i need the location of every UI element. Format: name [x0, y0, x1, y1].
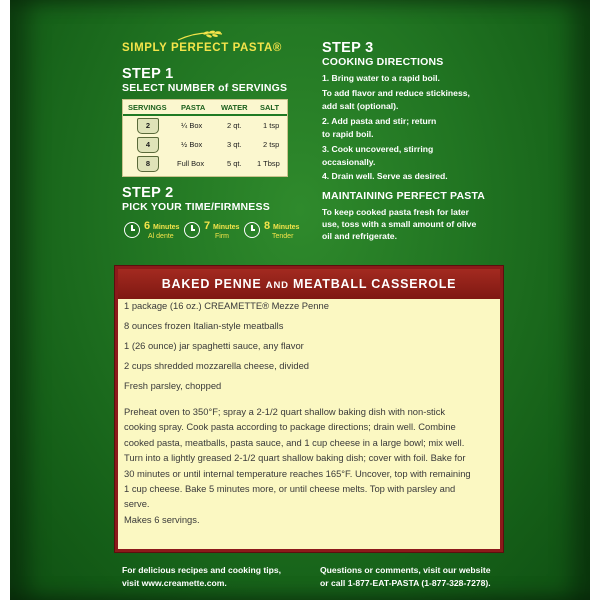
step1-title: STEP 1: [122, 66, 174, 82]
step3-line: 3. Cook uncovered, stirring: [322, 144, 434, 154]
pot-icon: 4: [137, 137, 159, 153]
step3-line: To add flavor and reduce stickiness,: [322, 88, 470, 98]
footer-right-line: Questions or comments, visit our website: [320, 565, 491, 575]
step3-line: 1. Bring water to a rapid boil.: [322, 73, 440, 83]
recipe-yield: Makes 6 servings.: [124, 513, 200, 525]
table-cell-water: 5 qt.: [227, 159, 242, 168]
ingredient-item: 1 package (16 oz.) CREAMETTE® Mezze Penne: [124, 300, 329, 311]
table-header-salt: SALT: [260, 103, 280, 112]
time-desc: Firm: [215, 233, 229, 240]
ingredient-item: 8 ounces frozen Italian-style meatballs: [124, 320, 284, 331]
step3-line: 2. Add pasta and stir; return: [322, 116, 437, 126]
pot-icon: 8: [137, 156, 159, 172]
brand-tagline: SIMPLY PERFECT PASTA®: [122, 42, 282, 54]
servings-table-header: [123, 100, 287, 116]
step2-subtitle: PICK YOUR TIME/FIRMNESS: [122, 201, 270, 213]
maintaining-title: MAINTAINING PERFECT PASTA: [322, 190, 486, 202]
recipe-title: [118, 269, 500, 299]
maintaining-line: oil and refrigerate.: [322, 231, 397, 241]
table-cell-salt: 1 tsp: [263, 121, 280, 130]
time-unit: Minutes: [273, 224, 300, 231]
step3-title: STEP 3: [322, 40, 374, 56]
servings-table: [122, 99, 288, 177]
time-unit: Minutes: [153, 224, 180, 231]
table-cell-pasta: Full Box: [177, 159, 205, 168]
time-desc: Al dente: [148, 233, 174, 240]
recipe-title-and: AND: [265, 280, 289, 291]
clock-icon: [124, 222, 140, 238]
step1-subtitle: SELECT NUMBER of SERVINGS: [122, 82, 288, 94]
table-row: [123, 117, 287, 135]
clock-icon: [184, 222, 200, 238]
step3-subtitle: COOKING DIRECTIONS: [322, 56, 444, 68]
table-header-water: WATER: [221, 103, 248, 112]
maintaining-line: To keep cooked pasta fresh for later: [322, 207, 469, 217]
recipe-title-part3: MEATBALL CASSEROLE: [293, 277, 457, 291]
recipe-directions-text: Preheat oven to 350°F; spray a 2-1/2 quart shallow baking dish with non-stick cooking spray. Cook pasta according to package directions; drain well. Combine cooked pasta, meatballs, pasta sauce, and 1 cup cheese in a large bowl; mix well. Turn into a lightly greased 2-1/2 quart shallow baking dish; cover with foil. Bake for 30 minutes or until internal temperature reaches 165°F. Uncover, top with remaining 1 cup cheese. Bake 5 minutes more, or until cheese melts. Top with parsley and serve.: [124, 406, 471, 510]
ingredient-item: 1 (26 ounce) jar spaghetti sauce, any flavor: [124, 340, 304, 351]
recipe-title-part1: BAKED PENNE: [161, 277, 262, 291]
recipe-directions: [124, 404, 474, 527]
table-row: [123, 155, 287, 173]
pot-icon: 2: [137, 118, 159, 134]
table-cell-salt: 2 tsp: [263, 140, 280, 149]
footer-left-line: For delicious recipes and cooking tips,: [122, 565, 282, 575]
step3-line: to rapid boil.: [322, 129, 374, 139]
time-unit: Minutes: [213, 224, 240, 231]
table-row: [123, 136, 287, 154]
time-desc: Tender: [272, 233, 294, 240]
time-minutes: 8: [264, 220, 271, 232]
step3-line: add salt (optional).: [322, 101, 399, 111]
ingredient-item: Fresh parsley, chopped: [124, 380, 222, 391]
time-minutes: 7: [204, 220, 211, 232]
step3-line: 4. Drain well. Serve as desired.: [322, 171, 448, 181]
footer-left-line: visit www.creamette.com.: [122, 578, 227, 588]
table-cell-pasta: ½ Box: [181, 140, 203, 149]
maintaining-line: use, toss with a small amount of olive: [322, 219, 477, 229]
step2-title: STEP 2: [122, 185, 174, 201]
wheat-icon: [176, 28, 224, 42]
table-header-servings: SERVINGS: [128, 103, 167, 112]
table-header-pasta: PASTA: [181, 103, 206, 112]
table-cell-pasta: ¼ Box: [181, 121, 203, 130]
table-cell-salt: 1 Tbsp: [257, 159, 280, 168]
clock-icon: [244, 222, 260, 238]
ingredient-item: 2 cups shredded mozzarella cheese, divided: [124, 360, 310, 371]
table-cell-water: 2 qt.: [227, 121, 242, 130]
table-cell-water: 3 qt.: [227, 140, 242, 149]
step3-line: occasionally.: [322, 157, 376, 167]
time-minutes: 6: [144, 220, 151, 232]
footer-right-line: or call 1-877-EAT-PASTA (1-877-328-7278).: [320, 578, 491, 588]
